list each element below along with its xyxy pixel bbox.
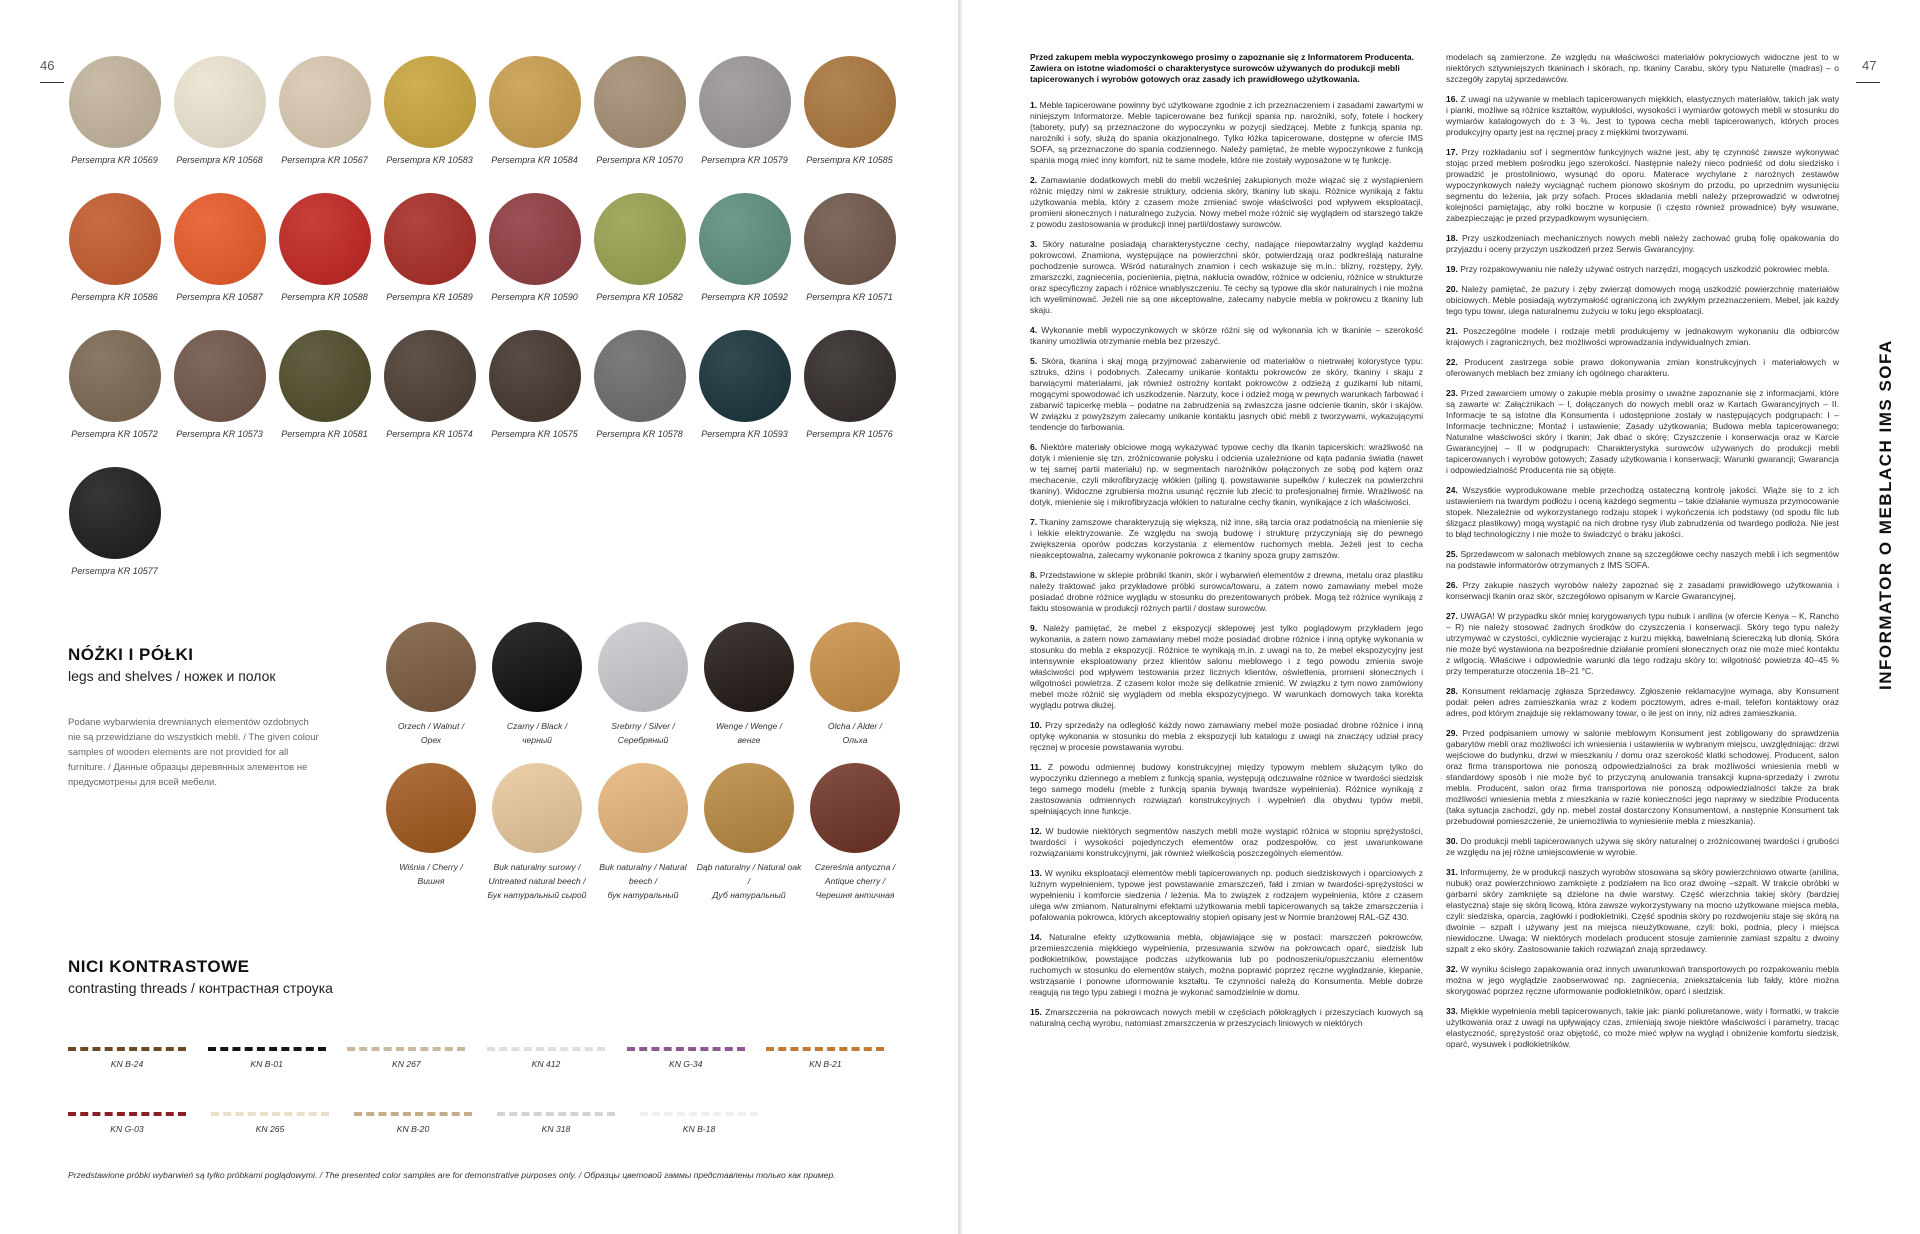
paragraph-number: 4. [1030, 325, 1038, 335]
info-paragraph [1446, 388, 1839, 476]
info-paragraph [1446, 867, 1839, 955]
wood-label-ru: Бук натуральный сырой [487, 890, 587, 900]
wood-label-pl-en: Buk naturalny surowy / Untreated natural beech / [488, 862, 586, 886]
fabric-swatch [69, 193, 161, 285]
fabric-swatch-label: Persempra KR 10579 [701, 155, 788, 165]
legs-section-header [68, 645, 276, 684]
footnote: Przedstawione próbki wybarwień są tylko próbkami poglądowymi. / The presented color samples are for demonstrative purposes only. / Образцы цветовой гаммы представлены только как пример. [68, 1170, 836, 1180]
paragraph-number: 24. [1446, 485, 1458, 495]
paragraph-number: 19. [1446, 264, 1458, 274]
info-paragraph [1446, 52, 1839, 85]
side-title [1866, 130, 1906, 690]
paragraph-number: 5. [1030, 356, 1038, 366]
wood-swatch-item [590, 622, 696, 747]
fabric-swatch-label: Persempra KR 10584 [491, 155, 578, 165]
thread-stitch [68, 1112, 186, 1116]
fabric-swatch-grid [62, 56, 902, 576]
thread-label: KN 412 [531, 1059, 561, 1069]
paragraph-number: 12. [1030, 826, 1042, 836]
wood-label-ru: Дуб натуральный [712, 890, 786, 900]
fabric-swatch-label: Persempra KR 10590 [491, 292, 578, 302]
wood-swatch [492, 622, 582, 712]
paragraph-number: 20. [1446, 284, 1458, 294]
wood-swatch-label [696, 860, 802, 902]
info-paragraph [1030, 356, 1423, 433]
side-title-text: INFORMATOR O MEBLACH IMS SOFA [1876, 339, 1895, 690]
paragraph-text: W budowie niektórych segmentów naszych mebli może wystąpić różnica w stopniu sprężystości, twardości i wysokości pojedynczych elementów oraz podzespołów, co jest uwarunkowane rozwiązaniami konstrukcyjnymi, jak również wielkością poszczególnych elementów. [1030, 826, 1423, 858]
info-paragraph [1030, 720, 1423, 753]
paragraph-text: Tkaniny zamszowe charakteryzują się większą, niż inne, siłą tarcia oraz podatnością na mienienie się i lekkie elektryzowanie. Ze względu na swoją budowę i strukturę przyczyniają się do pewnego zwiększenia oporów podczas korzystania z elementów ruchomych mebla. Jeżeli jest to cecha nieakceptowalna, zalecamy wykonanie pokrowca z tkaniny spoza grupy zamszów. [1030, 517, 1423, 560]
paragraph-text: Miękkie wypełnienia mebli tapicerowanych, takie jak: pianki poliuretanowe, waty i formatki, w trakcie użytkowania oraz z uwagi na upływający czas, zmieniają swoje niektóre właściwości i parametry, tracąc elastyczność, sprężystość oraz objętość, co może mieć wpływ na wygląd i obniżenie komfortu siedzisk, oparć, wysuwek i podłokietników. [1446, 1006, 1839, 1049]
thread-sample [627, 1047, 767, 1069]
info-paragraph [1030, 1007, 1423, 1029]
paragraph-number: 17. [1446, 147, 1458, 157]
fabric-swatch [384, 193, 476, 285]
info-paragraph [1446, 686, 1839, 719]
wood-swatch-item [378, 622, 484, 747]
paragraph-text: Należy pamiętać, że mebel z ekspozycji sklepowej jest tylko poglądowym przykładem jego wykonania, a zatem nowo zamawiany mebel może posiadać drobne różnice i inną optykę wykonania w stosunku do mebla z ekspozycji. Różnice te wynikają m.in. z uwagi na to, że mebel ekspozycyjny jest intensywnie eksploatowany przez klientów salonu meblowego i z tego powodu zmienia swoje właściwości pod wpływem testowania przez licznych klientów, oświetlenia, promieni słonecznych i wilgotności powietrza. Z czasem kolor może się delikatnie zmienić. W związku z tym nowo zamówiony mebel może różnić się wyglądem od mebla ekspozycyjnego. W warunkach domowych taka korekta wyglądu potrwa dłużej. [1030, 623, 1423, 710]
fabric-swatch-item [692, 56, 797, 165]
legs-section-title: NÓŻKI I PÓŁKI [68, 645, 194, 664]
info-paragraph [1030, 239, 1423, 316]
fabric-swatch-item [62, 330, 167, 439]
fabric-swatch [489, 193, 581, 285]
wood-swatch-item [590, 763, 696, 902]
fabric-swatch-item [587, 193, 692, 302]
page-number-left: 46 [40, 58, 55, 73]
fabric-swatch-item [377, 193, 482, 302]
paragraph-number: 3. [1030, 239, 1038, 249]
fabric-swatch-item [167, 56, 272, 165]
fabric-swatch-item [272, 193, 377, 302]
info-paragraph [1446, 728, 1839, 827]
fabric-swatch [279, 193, 371, 285]
info-paragraph [1030, 100, 1423, 166]
thread-label: KN G-34 [668, 1059, 703, 1069]
paragraph-number: 7. [1030, 517, 1038, 527]
paragraph-number: 1. [1030, 100, 1038, 110]
fabric-swatch-item [272, 330, 377, 439]
fabric-swatch [69, 467, 161, 559]
wood-label-ru: Серебряный [617, 735, 669, 745]
fabric-swatch [69, 56, 161, 148]
wood-swatch-label [378, 860, 484, 888]
paragraph-number: 10. [1030, 720, 1042, 730]
paragraph-number: 15. [1030, 1007, 1042, 1017]
wood-label-ru: Вишня [417, 876, 445, 886]
info-paragraph [1446, 836, 1839, 858]
paragraph-number: 14. [1030, 932, 1042, 942]
fabric-swatch-label: Persempra KR 10572 [71, 429, 158, 439]
wood-swatch-item [802, 622, 908, 747]
paragraph-text: modelach są zamierzone. Ze względu na właściwości materiałów pokryciowych widoczne jest to w niektórych sztywniejszych tkaninach i skórach, np. tkaniny Carabu, skóry typu Naturelle (madras) – o szczegóły zapytaj sprzedawców. [1446, 52, 1839, 84]
thread-stitch [640, 1112, 758, 1116]
fabric-swatch-item [272, 56, 377, 165]
fabric-swatch-item [797, 193, 902, 302]
info-paragraph [1446, 357, 1839, 379]
info-paragraph [1030, 826, 1423, 859]
wood-label-ru: венге [737, 735, 761, 745]
wood-swatch-label [802, 719, 908, 747]
wood-swatch-item [802, 763, 908, 902]
info-paragraph [1030, 570, 1423, 614]
fabric-swatch-label: Persempra KR 10593 [701, 429, 788, 439]
info-paragraph [1030, 623, 1423, 711]
thread-sample [68, 1112, 211, 1134]
fabric-swatch-label: Persempra KR 10570 [596, 155, 683, 165]
fabric-swatch [594, 330, 686, 422]
paragraph-number: 31. [1446, 867, 1458, 877]
wood-swatch [386, 763, 476, 853]
fabric-swatch-label: Persempra KR 10582 [596, 292, 683, 302]
info-paragraph [1446, 964, 1839, 997]
wood-swatch-label [484, 719, 590, 747]
thread-label: KN 318 [541, 1124, 571, 1134]
wood-label-ru: Орех [420, 735, 442, 745]
paragraph-number: 25. [1446, 549, 1458, 559]
wood-label-ru: бук натуральный [607, 890, 679, 900]
thread-row [68, 1047, 906, 1069]
fabric-swatch-item [482, 330, 587, 439]
wood-label-pl-en: Srebrny / Silver / [611, 721, 675, 731]
paragraph-text: Sprzedawcom w salonach meblowych znane są szczegółowe cechy naszych mebli i ich segmentów na podstawie informatorów otrzymanych z IMS SOFA. [1446, 549, 1839, 570]
paragraph-text: Zmarszczenia na pokrowcach nowych mebli w częściach półokrągłych i przeszyciach kuowych są naturalną cechą wyrobu, natomiast zmarszczenia w przeszyciach liniowych w niektórych [1030, 1007, 1423, 1028]
info-paragraph [1030, 442, 1423, 508]
wood-label-pl-en: Czereśnia antyczna / Antique cherry / [814, 862, 896, 886]
paragraph-number: 21. [1446, 326, 1458, 336]
paragraph-number: 23. [1446, 388, 1458, 398]
fabric-swatch [804, 56, 896, 148]
wood-label-ru: Черешня античная [815, 890, 895, 900]
fabric-swatch [384, 330, 476, 422]
threads-section-header [68, 957, 333, 996]
thread-label: KN B-18 [682, 1124, 716, 1134]
thread-sample [497, 1112, 640, 1134]
paragraph-text: Meble tapicerowane powinny być użytkowane zgodnie z ich przeznaczeniem i zasadami zawartymi w niniejszym Informatorze. Meble tapicerowane bez funkcji spania np. narożniki, sofy, fotele i hockery (taborety, pufy) są przeznaczone do wypoczynku w pozycji siedzącej. Meble z funkcją spania np. narożniki i sofy, służą do spania okazjonalnego. Tylko łóżka tapicerowane, dostępne w ofercie IMS SOFA, są przeznaczone do spania codziennego. Należy pamiętać, że meble wypoczynkowe z funkcją spania mogą mieć inny komfort, niż te same modele, które nie zostały wyposażone w tę funkcję. [1030, 100, 1423, 165]
paragraph-text: Skóra, tkanina i skaj mogą przyjmować zabarwienie od materiałów o nietrwałej kolorystyce typu: sztruks, dżins i podobnych. Zalecamy unikanie kontaktu pokrowców ze skóry, tkaniny i skaju z barwiącymi materiałami, jak również ostrożny kontakt pokrowców z odzieżą z guzikami lub nitami, mogącymi spowodować ich uszkodzenie. Narzuty, koce i odzież mogą w pewnych warunkach farbować i zabarwić tapicerkę mebla – podatne na zabrudzenia są zwłaszcza jasne odcienie tkanin, skór i skajów. W związku z powyższym zalecamy unikanie kontaktu jasnych obić mebli z tworzywami, wykazującymi tendencje do farbowania. [1030, 356, 1423, 432]
fabric-swatch [174, 193, 266, 285]
thread-label: KN B-20 [396, 1124, 430, 1134]
thread-label: KN 267 [392, 1059, 421, 1069]
fabric-swatch [489, 56, 581, 148]
wood-swatch-label [590, 719, 696, 747]
wood-swatch [598, 763, 688, 853]
paragraph-text: W wyniku eksploatacji elementów mebli tapicerowanych np. poduch siedziskowych i oparciowych z luźnym wypełnieniem, typowe jest powstawanie zmarszczeń, fałd i zmian w twardości-sprężystości w wypełnieniu i komforcie siedzenia / leżenia. Ma to związek z rodzajem wypełnienia, które z czasem ulega w/w zmianom. Naturalnymi efektami użytkowania mebli tapicerowanych są także zmarszczenia i pofalowania pokrowca, których akceptowalny stopień opisany jest w Normie branżowej RAL-GZ 430. [1030, 868, 1423, 922]
fabric-swatch-label: Persempra KR 10588 [281, 292, 368, 302]
paragraph-number: 8. [1030, 570, 1038, 580]
fabric-swatch-item [167, 330, 272, 439]
wood-swatch-label [590, 860, 696, 902]
wood-colour-note: Podane wybarwienia drewnianych elementów ozdobnych nie są przewidziane do wszystkich mebli. / The given colour samples of wooden elements are not provided for all furniture. / Данные образцы деревянных элементов не предусмотрены для всей мебели. [68, 717, 319, 788]
wood-swatch-label [378, 719, 484, 747]
wood-label-pl-en: Orzech / Walnut / [397, 721, 465, 731]
wood-label-pl-en: Olcha / Alder / [827, 721, 883, 731]
paragraph-text: Przedstawione w sklepie próbniki tkanin, skór i wybarwień elementów z drewna, metalu oraz plastiku należy traktować jako przykładowe próbki surowca/towaru, a zatem nowo zamawiany mebel może posiadać drobne różnice wyglądu w stosunku do prezentowanych próbek. Mogą też różnice wynikają z faktu stosowania w produkcji różnych partii / dostaw surowców. [1030, 570, 1423, 613]
paragraph-number: 9. [1030, 623, 1038, 633]
fabric-swatch-label: Persempra KR 10567 [281, 155, 368, 165]
wood-swatch-item [484, 622, 590, 747]
thread-row [68, 1112, 906, 1134]
text-column-left [1030, 100, 1423, 1038]
info-paragraph [1446, 147, 1839, 224]
paragraph-number: 27. [1446, 611, 1458, 621]
fabric-swatch [804, 330, 896, 422]
thread-sample [354, 1112, 497, 1134]
fabric-swatch [174, 330, 266, 422]
fabric-swatch-item [797, 56, 902, 165]
wood-label-ru: черный [522, 735, 552, 745]
wood-swatch-label [696, 719, 802, 747]
thread-sample [487, 1047, 627, 1069]
fabric-swatch [594, 193, 686, 285]
info-paragraph [1446, 326, 1839, 348]
wood-swatch [704, 622, 794, 712]
paragraph-text: Z powodu odmiennej budowy konstrukcyjnej między typowym meblem służącym tylko do wypoczynku dziennego a meblem z funkcją spania, występują odczuwalne różnice w twardości siedzisk tego samego modelu (meble z funkcją spania bywają twardsze wypełnienia). Różnice wynikają z zastosowania odmiennych rozwiązań konstrukcyjnych i wypełnień dla obydwu typów mebli, spełniających inne funkcje. [1030, 762, 1423, 816]
paragraph-number: 11. [1030, 762, 1042, 772]
legs-section-subtitle: legs and shelves / ножек и полок [68, 668, 276, 684]
paragraph-number: 6. [1030, 442, 1038, 452]
paragraph-text: Informujemy, że w produkcji naszych wyrobów stosowana są skóry powierzchniowo otwarte (anilina, nubuk) oraz powierzchniowo zamknięte z podziałem na lico oraz dwoinę –szpalt. W trakcie obróbki w garbarni skóry zamknięte są dzielone na dwie warstwy. Część wierzchnia takiej skóry (bardziej elastyczna) staje się skórą licową, która zawsze wykorzystywany na mocno użytkowane miejsca mebla, czyli: siedziska, oparcia, zagłówki i podłokietniki. Część spodnia skóry po rozdwojeniu staje się skórą na dwoinie – szpalt i używany jest na miejsca nieużytkowane, czyli: boki, podnia, plecy i miejsca niewidoczne. Uwaga: W niektórych modelach producent stosuje zamiennie zamiast szpaltu z dwoiny szpalt z eko skóry. Zastosowanie takich rozwiązań znają sprzedawcy. [1446, 867, 1839, 954]
paragraph-number: 22. [1446, 357, 1458, 367]
thread-stitch [347, 1047, 465, 1051]
thread-sample [211, 1112, 354, 1134]
info-paragraph [1446, 549, 1839, 571]
fabric-swatch-label: Persempra KR 10578 [596, 429, 683, 439]
paragraph-text: Konsument reklamację zgłasza Sprzedawcy. Zgłoszenie reklamacyjne wymaga, aby Konsument podał: pełen adres zamieszkania wraz z kodem pocztowym, adres e-mail, telefon kontaktowy oraz adres, pod którym znajduje się reklamowany towar, o ile jest on inny, niż adres zamieszkania. [1446, 686, 1839, 718]
fabric-swatch-item [692, 330, 797, 439]
paragraph-number: 32. [1446, 964, 1458, 974]
page-rule-left [40, 82, 64, 83]
fabric-swatch [699, 56, 791, 148]
info-paragraph [1030, 325, 1423, 347]
wood-label-pl-en: Wiśnia / Cherry / [399, 862, 463, 872]
paragraph-text: Przed zawarciem umowy o zakupie mebla prosimy o uważne zapoznanie się z informacjami, które są zawarte w: Załącznikach – I, dołączanych do nowych mebli oraz w Kartach Gwarancyjnych – II. Informacje te są istotne dla Konsumenta i udostępnione zostały w następujących podgrupach: I – Informacje techniczne; Montaż i ustawienie; Zasady użytkowania; Budowa mebla tapicerowanego; Naturalne właściwości skóry i tkanin; Jak dbać o skórę; Czyszczenie i konserwacja oraz w Karcie Gwarancyjnej – II w podgrupach: Charakterystyka surowców używanych do produkcji mebli tapicerowanych i wyrobów gotowych; Zasady użytkowania i konserwacji; Warunki gwarancji; Gwarancja i odpowiedzialność Producenta nie są objęte. [1446, 388, 1839, 475]
info-paragraph [1446, 580, 1839, 602]
wood-swatch-item [696, 622, 802, 747]
info-paragraph [1030, 175, 1423, 230]
thread-label: KN B-01 [250, 1059, 283, 1069]
thread-stitch [208, 1047, 326, 1051]
info-paragraph [1030, 762, 1423, 817]
paragraph-text: Przed podpisaniem umowy w salonie meblowym Konsument jest zobligowany do sprawdzenia gabarytów mebli oraz możliwości ich wniesienia i ustawienia w wybranym miejscu, uwzględniając: drzwi wejściowe do budynku, drzwi w mieszkaniu / domu oraz szerokość klatki schodowej. Producent, salon oraz firma transportowa nie ponoszą odpowiedzialności za brak możliwości wniesienia mebli w standardowy sposób i nie może być to przyczyną anulowania transakcji kupna-sprzedaży i zwrotu mebla. Producent, salon oraz firma transportowa nie ponoszą odpowiedzialności także za brak możliwości wniesienia mebla z mieszkania w razie konieczności jego naprawy w siedzibie Producenta (taka sytuacja zachodzi, gdy np. mebel został dostarczony Konsumentowi, a następnie Konsument tak przebudował pomieszczenie, że uniemożliwia to wyniesienie mebla z mieszkania). [1446, 728, 1839, 826]
wood-label-pl-en: Buk naturalny / Natural beech / [599, 862, 687, 886]
paragraph-text: Przy rozpakowywaniu nie należy używać ostrych narzędzi, mogących uszkodzić pokrowiec mebla. [1460, 264, 1830, 274]
right-page [962, 0, 1920, 1234]
fabric-swatch-label: Persempra KR 10574 [386, 429, 473, 439]
wood-swatch-item [378, 763, 484, 902]
wood-swatch [704, 763, 794, 853]
fabric-swatch-label: Persempra KR 10585 [806, 155, 893, 165]
fabric-swatch-label: Persempra KR 10587 [176, 292, 263, 302]
wood-swatch-item [696, 763, 802, 902]
fabric-swatch [279, 56, 371, 148]
thread-label: KN B-24 [110, 1059, 144, 1069]
paragraph-text: Wykonanie mebli wypoczynkowych w skórze różni się od wykonania ich w tkaninie – szerokość tkaniny umożliwia otrzymanie mebla bez przeszyć. [1030, 325, 1423, 346]
thread-sample [766, 1047, 906, 1069]
left-page [0, 0, 958, 1234]
paragraph-number: 33. [1446, 1006, 1458, 1016]
paragraph-number: 28. [1446, 686, 1458, 696]
page-rule-right [1856, 82, 1880, 83]
paragraph-text: Przy uszkodzeniach mechanicznych nowych mebli należy zachować grubą folię opakowania do przyjazdu i oceny przyczyn uszkodzeń przez Serwis Gwarancyjny. [1446, 233, 1839, 254]
fabric-swatch-item [797, 330, 902, 439]
fabric-swatch-label: Persempra KR 10589 [386, 292, 473, 302]
paragraph-text: Do produkcji mebli tapicerowanych używa się skóry naturalnej o zróżnicowanej twardości i grubości ze względu na jej różne umiejscowienie w wyrobie. [1446, 836, 1839, 857]
thread-stitch [627, 1047, 745, 1051]
info-paragraph [1446, 485, 1839, 540]
info-paragraph [1446, 284, 1839, 317]
paragraph-number: 13. [1030, 868, 1042, 878]
fabric-swatch-item [587, 330, 692, 439]
wood-swatch [492, 763, 582, 853]
info-paragraph [1030, 868, 1423, 923]
fabric-swatch-label: Persempra KR 10581 [281, 429, 368, 439]
paragraph-text: Poszczególne modele i rodzaje mebli produkujemy w jednakowym wykonaniu dla odbiorców krajowych i zagranicznych, bez możliwości wprowadzania indywidualnych zmian. [1446, 326, 1839, 347]
wood-label-pl-en: Wenge / Wenge / [715, 721, 783, 731]
thread-stitch [497, 1112, 615, 1116]
wood-swatch [810, 763, 900, 853]
thread-sample [640, 1112, 783, 1134]
wood-label-pl-en: Czarny / Black / [506, 721, 568, 731]
paragraph-text: Zamawianie dodatkowych mebli do mebli wcześniej zakupionych może wiązać się z wystąpieniem różnic między nimi w zakresie struktury, odcienia skóry, tkaniny lub skaju. Różnice wynikają z faktu użytkowania mebla, który z czasem może zmieniać swoje właściwości pod wpływem eksploatacji, promieni słonecznych i naturalnego zużycia. Nowy mebel może różnić się wyglądem od starszego także z powodu zastosowania w produkcji innej partii/dostawy surowców. [1030, 175, 1423, 229]
paragraph-number: 30. [1446, 836, 1458, 846]
fabric-swatch-label: Persempra KR 10583 [386, 155, 473, 165]
info-paragraph [1446, 264, 1839, 275]
wood-swatch-label [484, 860, 590, 902]
info-paragraph [1030, 932, 1423, 998]
fabric-swatch-item [62, 56, 167, 165]
fabric-swatch-label: Persempra KR 10573 [176, 429, 263, 439]
paragraph-text: Wszystkie wyprodukowane meble przechodzą ostateczną kontrolę jakości. Wiąże się to z ich ustawieniem na twardym podłożu i oceną każdego segmentu – takie działanie wymusza przymocowanie stopek. Niezależnie od wykorzystanego rodzaju stopek i wykończenia ich podstawy (od spodu filc lub ślizgacz plastikowy) mogą wystąpić na nich drobne rysy i/lub zabrudzenia od twardego podłoża. Nie jest to błąd technologiczny i nie może to świadczyć o braku jakości. [1446, 485, 1839, 539]
thread-sample [208, 1047, 348, 1069]
fabric-swatch-label: Persempra KR 10586 [71, 292, 158, 302]
fabric-swatch-label: Persempra KR 10569 [71, 155, 158, 165]
fabric-swatch-item [482, 56, 587, 165]
paragraph-number: 18. [1446, 233, 1458, 243]
paragraph-text: Naturalne efekty użytkowania mebla, objawiające się w postaci: marszczeń pokrowców, przemieszczenia miękkiego wypełnienia, przesuwania szwów na pokrowcach oparć, siedzisk lub podłokietników, powstające podczas użytkowania lub po podnoszeniu/opuszczaniu elementów ruchomych w stosunku do elementów stałych, można poprawić poprzez ręczne wygładzanie, klepanie, wstrząsanie i ponowne uformowanie kształtu. Te czynności należą do Konsumenta. Meble dobrze reagują na tego typu zabiegi i można je wykonać samodzielnie w domu. [1030, 932, 1423, 997]
thread-label: KN B-21 [809, 1059, 842, 1069]
fabric-swatch-label: Persempra KR 10575 [491, 429, 578, 439]
fabric-swatch [489, 330, 581, 422]
page-number-right: 47 [1862, 58, 1877, 73]
paragraph-text: UWAGA! W przypadku skór mniej korygowanych typu nubuk i anilina (w ofercie Kenya – K, Rancho – R) nie należy stosować żadnych środków do czyszczenia i konserwacji. Skóry tego typu należy utrzymywać w czystości, cyklicznie wycierając z kurzu miękką, bawełnianą ściereczką lub dłonią. Skóra nie może być wystawiona na bezpośrednie działanie promieni słonecznych oraz nie może mieć kontaktu z wilgocią. Właściwe i odpowiednie warunki dla tego rodzaju skóry to: wilgotność powietrza 40–45 % przy temperaturze otoczenia 18–21 °C. [1446, 611, 1839, 676]
info-paragraph [1446, 611, 1839, 677]
fabric-swatch-item [62, 467, 167, 576]
fabric-swatch-item [377, 56, 482, 165]
thread-sample [68, 1047, 208, 1069]
thread-stitch [354, 1112, 472, 1116]
wood-swatch-grid [378, 622, 908, 902]
fabric-swatch-item [377, 330, 482, 439]
thread-stitch [68, 1047, 186, 1051]
paragraph-number: 2. [1030, 175, 1038, 185]
fabric-swatch-label: Persempra KR 10571 [806, 292, 893, 302]
info-paragraph [1446, 94, 1839, 138]
paragraph-text: Przy rozkładaniu sof i segmentów funkcyjnych ważne jest, aby tę czynność zawsze wykonywać stojąc przed meblem pośrodku jego szerokości. Następnie należy nieco podnieść od dołu siedzisko i prowadzić je prostoliniowo, wysunąć do oporu. Materace wychylane z narożnych zestawów wypoczynkowych należy wyciągnąć ruchem pionowo skośnym do przodu, po uprzednim wysunięciu segmentu do leżenia, jak przy sofach. Proces składania mebli należy przeprowadzić w odwrotnej kolejności pamiętając, aby rolki boczne w korpusie (i często również prowadnice) były wsuwane, zabezpieczając je przed przypadkowym wysunięciem. [1446, 147, 1839, 223]
info-paragraph [1030, 517, 1423, 561]
fabric-swatch-item [482, 193, 587, 302]
fabric-swatch-label: Persempra KR 10568 [176, 155, 263, 165]
wood-swatch [810, 622, 900, 712]
fabric-swatch-label: Persempra KR 10592 [701, 292, 788, 302]
thread-sample [347, 1047, 487, 1069]
paragraph-text: Producent zastrzega sobie prawo dokonywania zmian konstrukcyjnych i materiałowych w oferowanych meblach bez zmiany ich ogólnego charakteru. [1446, 357, 1839, 378]
fabric-swatch-item [62, 193, 167, 302]
wood-label-pl-en: Dąb naturalny / Natural oak / [696, 862, 802, 886]
paragraph-text: Z uwagi na używanie w meblach tapicerowanych miękkich, elastycznych materiałów, takich jak waty i pianki, możliwe są różnice kształtów, wypukłości, wysokości i wymiarów gotowych mebli w stosunku do wymiarów katalogowych do ± 3 %. Jest to typowa cecha mebli tapicerowanych, których proces produkcyjny oparty jest na ręcznej pracy z miękkimi tworzywami. [1446, 94, 1839, 137]
thread-label: KN 265 [255, 1124, 285, 1134]
thread-stitch [487, 1047, 605, 1051]
thread-stitch [211, 1112, 329, 1116]
fabric-swatch [699, 330, 791, 422]
thread-label: KN G-03 [110, 1124, 144, 1134]
wood-swatch [386, 622, 476, 712]
paragraph-text: W wyniku ścisłego zapakowania oraz innych uwarunkowań transportowych po rozpakowaniu mebla można w jego wyglądzie zaobserwować np. zagniecenia, zniekształcenia lub fałdy, które można skorygować poprzez ręczne uformowanie podłokietników, oparć i siedzisk. [1446, 964, 1839, 996]
fabric-swatch [279, 330, 371, 422]
paragraph-number: 16. [1446, 94, 1458, 104]
paragraph-text: Przy zakupie naszych wyrobów należy zapoznać się z zasadami prawidłowego użytkowania i konserwacji tkanin oraz skór, szczegółowo opisanym w Karcie Gwarancyjnej. [1446, 580, 1839, 601]
fabric-swatch [699, 193, 791, 285]
fabric-swatch [594, 56, 686, 148]
wood-swatch-label [802, 860, 908, 902]
info-paragraph [1446, 1006, 1839, 1050]
paragraph-text: Skóry naturalne posiadają charakterystyczne cechy, nadające niepowtarzalny wygląd każdemu pokrowcowi. Znamiona, występujące na powierzchni skór, potwierdzają oraz podkreślają naturalne pochodzenie surowca. Wśród naturalnych znamion i cech wskazuje się m.in.: blizny, rozstępy, żyły, zmarszczki, zagniecenia, pocienienia, piętna, nakłucia owadów, różnice w odcieniu, różnice w strukturze oraz specyficzny zapach i różnice wnablyszczeniu. Te cechy są typowe dla skór naturalnych i nie można ich wyeliminować. Jeżeli nie są one akceptowalne, zalecamy nabycie mebla w pokrowcu z tkaniny lub skaju. [1030, 239, 1423, 315]
fabric-swatch-item [692, 193, 797, 302]
threads-section-subtitle: contrasting threads / контрастная строука [68, 980, 333, 996]
fabric-swatch-item [587, 56, 692, 165]
wood-label-ru: Ольха [842, 735, 868, 745]
wood-swatch-item [484, 763, 590, 902]
intro-paragraph: Przed zakupem mebla wypoczynkowego prosimy o zapoznanie się z Informatorem Producenta. Zawiera on istotne wiadomości o charakterystyce surowców używanych do produkcji mebli tapicerowanych i wyrobów gotowych oraz zasady ich prawidłowego użytkowania. [1030, 52, 1415, 85]
paragraph-text: Niektóre materiały obiciowe mogą wykazywać typowe cechy dla tkanin tapicerskich: wrażliwość na dotyk i mienienie się tzn. zróżnicowanie połysku i odcienia uzależnione od kąta padania światła (nawet w tej samej partii materiału) np. w segmentach narożników połączonych ze sobą pod kątem oraz mechacenie, czyli mikrofibryzację włókien (piling tj. powstawanie supełków / kuleczek na powierzchni tkaniny). Widoczne zgrubienia można usunąć ręcznie lub zlecić to profesjonalnej firmie. Wrażliwość na dotyk, mienienie się i mikrofibryzacja włókien to naturalne cechy tkanin, wynikające z ich właściwości. [1030, 442, 1423, 507]
paragraph-text: Przy sprzedaży na odległość każdy nowo zamawiany mebel może posiadać drobne różnice i inną optykę wykonania w stosunku do mebla z ekspozycji lub katalogu z uwagi na znaczący udział pracy ręcznej w procesie powstawania wyrobu. [1030, 720, 1423, 752]
fabric-swatch [174, 56, 266, 148]
info-paragraph [1446, 233, 1839, 255]
paragraph-text: Należy pamiętać, że pazury i zęby zwierząt domowych mogą uszkodzić powierzchnię materiałów obiciowych. Meble posiadają wytrzymałość ograniczoną ich zwykłym przeznaczeniem. Mebel, jak każdy tego typu towar, ulega naturalnemu zużyciu w toku jego eksploatacji. [1446, 284, 1839, 316]
threads-section-title: NICI KONTRASTOWE [68, 957, 250, 976]
fabric-swatch [384, 56, 476, 148]
paragraph-number: 26. [1446, 580, 1458, 590]
text-column-right [1446, 52, 1839, 1059]
fabric-swatch [804, 193, 896, 285]
fabric-swatch [69, 330, 161, 422]
wood-swatch [598, 622, 688, 712]
paragraph-number: 29. [1446, 728, 1458, 738]
fabric-swatch-label: Persempra KR 10577 [71, 566, 158, 576]
thread-stitch [766, 1047, 884, 1051]
fabric-swatch-item [167, 193, 272, 302]
fabric-swatch-label: Persempra KR 10576 [806, 429, 893, 439]
